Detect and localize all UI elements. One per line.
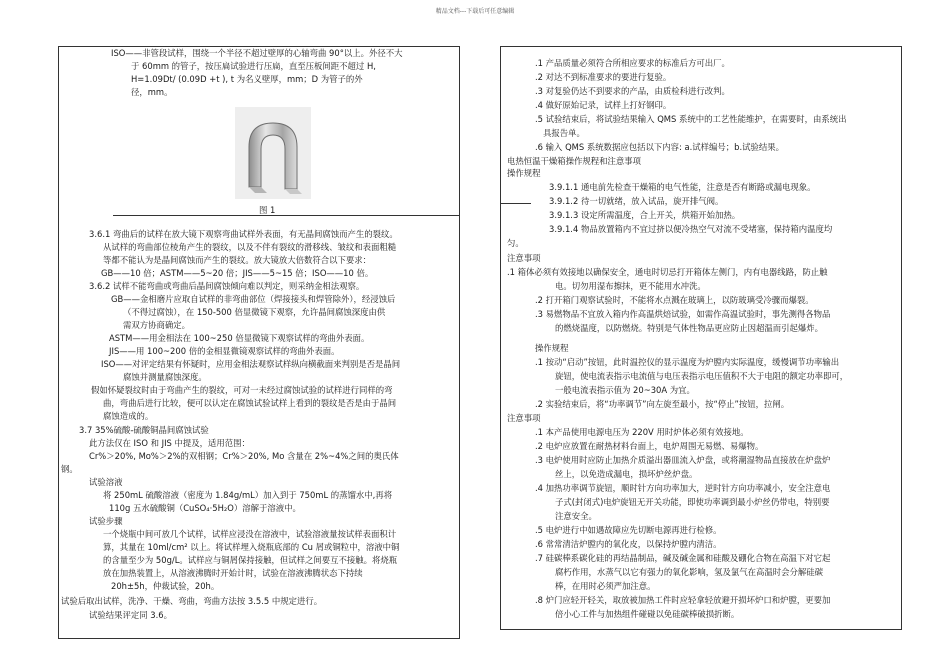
right-text-line: .3 易燃物品不宜放入箱内作高温烘焙试验，如需作高温试验时，事先测得各物品 <box>535 309 831 319</box>
left-text-line: 试验后取出试样，洗净、干燥、弯曲，弯曲方法按 3.5.5 中规定进行。 <box>61 596 323 606</box>
right-text-line: .1 本产品使用电源电压为 220V 用时炉体必须有效接地。 <box>535 427 749 437</box>
left-text-line: 钢。 <box>61 464 78 474</box>
left-text-line: 试验结果评定同 3.6。 <box>89 610 172 620</box>
right-text-line: 的燃烧温度，以防燃烧。特别是气体性物品更应防止因超温而引起爆炸。 <box>555 323 823 333</box>
left-text-line: 假如怀疑裂纹时由于弯曲产生的裂纹，可对一未经过腐蚀试验的试样进行同样的弯 <box>91 385 393 395</box>
left-text-line: 从试样的弯曲部位棱角产生的裂纹，以及不伴有裂纹的滑移线、皱纹和表面粗糙 <box>103 242 397 252</box>
left-text-line: 径，mm。 <box>131 87 173 97</box>
right-text-line: .5 试验结束后，将试验结果输入 QMS 系统中的工艺性能维护，在需要时，由系统出 <box>535 114 847 124</box>
left-text-line: 腐蚀并测量腐蚀深度。 <box>123 372 207 382</box>
horizontal-rule <box>113 215 459 216</box>
left-document-page <box>58 46 460 639</box>
right-text-line: 注意事项 <box>507 253 541 263</box>
right-text-line: .5 电炉进行中如遇故障应先切断电源再进行检修。 <box>535 525 722 535</box>
left-text-line: （不得过腐蚀），在 150-500 倍显微镜下观察，允许晶间腐蚀深度由供 <box>123 307 386 317</box>
left-text-line: 图 1 <box>259 205 276 215</box>
right-text-line: 匀。 <box>507 238 524 248</box>
left-text-line: 3.6.1 弯曲后的试样在放大镜下观察弯曲试样外表面，有无晶间腐蚀而产生的裂纹。 <box>89 229 398 239</box>
left-text-line: 于 60mm 的管子，按压扁试验进行压扁，直至压板间距不超过 H, <box>131 61 376 71</box>
left-text-line: 试验溶液 <box>89 477 123 487</box>
left-text-line: H=1.09Dt/ (0.09D +t ), t 为名义壁厚，mm；D 为管子的外 <box>131 74 363 84</box>
right-text-line: .2 电炉应放置在耐热材料台面上，电炉周围无易燃、易爆物。 <box>535 441 764 451</box>
left-text-line: 3.6.2 试样不能弯曲或弯曲后晶间腐蚀倾向难以判定，则采纳金相法观察。 <box>89 281 365 291</box>
right-text-line: 具报告单。 <box>543 128 585 138</box>
left-text-line: 需双方协商确定。 <box>123 320 190 330</box>
right-text-line: 一般电流表指示值为 20~30A 为宜。 <box>555 385 695 395</box>
left-text-line: 腐蚀造成的。 <box>103 411 154 421</box>
bent-specimen-figure <box>235 107 311 199</box>
right-text-line: .6 常常清洁炉膛内的氧化皮，以保持炉膛内清洁。 <box>535 539 722 549</box>
right-text-line: 腐朽作用，水蒸气以它有强力的氧化影响，氢及氯气在高温时会分解硅碳 <box>555 567 823 577</box>
left-text-line: 算，其量在 10ml/cm² 以上。将试样埋入烧瓶底部的 Cu 屑或铜粒中，溶液中铜 <box>103 542 400 552</box>
right-text-line: 操作规程 <box>535 343 569 353</box>
right-text-line: .3 电炉使用时应防止加热介质溢出器皿流入炉盘，或将潮湿物品直接放在炉盘炉 <box>535 455 831 465</box>
right-text-line: 倍小心工件与加热组件碰碰以免硅碳棒破损折断。 <box>555 609 740 619</box>
right-text-line: .6 输入 QMS 系统数据应包括以下内容: a.试样编号；b.试验结果。 <box>535 142 784 152</box>
left-text-line: 将 250mL 硫酸溶液（密度为 1.84g/mL）加入到于 750mL 的蒸馏水中,再将 <box>103 490 393 500</box>
left-text-line: 20h±5h，仲裁试验，20h。 <box>111 581 220 591</box>
right-text-line: 3.9.1.1 通电前先检查干燥箱的电气性能，注意是否有断路或漏电现象。 <box>549 182 816 192</box>
right-text-line: 注意事项 <box>507 413 541 423</box>
left-text-line: 试验步骤 <box>89 516 123 526</box>
right-text-line: 子式(封闭式)电炉旋钮无开关功能，即使功率调到最小炉丝仍带电，特别要 <box>555 497 830 507</box>
right-text-line: 3.9.1.2 待一切就绪，放入试品，旋开排气阀。 <box>549 196 724 206</box>
right-document-page <box>500 46 902 630</box>
left-text-line: 的含量至少为 50g/L。试样应与铜屑保持接触，但试样之间要互不接触。将烧瓶 <box>103 555 398 565</box>
horizontal-rule <box>501 203 531 204</box>
left-text-line: ISO——非管段试样，围绕一个半径不超过壁厚的心轴弯曲 90°以上。外径不大 <box>111 48 403 58</box>
left-text-line: 一个烧瓶中间可放几个试样，试样应浸没在溶液中，试验溶液量按试样表面积计 <box>103 529 397 539</box>
right-text-line: .2 实验结束后，将“功率调节”向左旋至最小，按“停止”按钮，拉闸。 <box>535 399 790 409</box>
right-text-line: .4 加热功率调节旋钮，顺时针方向功率加大，逆时针方向功率减小，安全注意电 <box>535 483 831 493</box>
page-header-text: 精品文档---下载后可任意编辑 <box>435 8 515 15</box>
left-text-line: GB——金相磨片应取自试样的非弯曲部位（焊接接头和焊管除外），经浸蚀后 <box>111 294 396 304</box>
left-text-line: 等都不能认为是晶间腐蚀而产生的裂纹。放大镜放大倍数符合以下要求： <box>103 255 371 265</box>
right-text-line: 3.9.1.4 物品放置箱内不宜过挤以便冷热空气对流不受堵塞，保持箱内温度均 <box>549 224 833 234</box>
right-text-line: 注意安全。 <box>555 511 597 521</box>
right-text-line: .1 产品质量必须符合所相应要求的标准后方可出厂。 <box>535 58 730 68</box>
right-text-line: 丝上，以免造成漏电，损坏炉丝炉盘。 <box>555 469 698 479</box>
left-text-line: Cr%＞20%, Mo%＞2%的双相钢；Cr%＞20%, Mo 含量在 2%~4%之间的奥氏体 <box>89 451 399 461</box>
left-text-line: 曲，弯曲后进行比较，便可以认定在腐蚀试验试样上看到的裂纹是否是由于晶间 <box>103 398 397 408</box>
left-text-line: 3.7 35%硫酸-硫酸铜晶间腐蚀试验 <box>79 425 209 435</box>
right-text-line: .2 对达不到标准要求的要进行复验。 <box>535 72 672 82</box>
right-text-line: 棒，在用时必须严加注意。 <box>555 581 656 591</box>
left-text-line: ISO——对评定结果有怀疑时，应用金相法观察试样纵向横截面来判别是否是晶间 <box>101 359 401 369</box>
right-text-line: .2 打开箱门观察试验时，不能将水点溅在玻璃上，以防玻璃受冷骤而爆裂。 <box>535 295 814 305</box>
right-text-line: 3.9.1.3 设定所需温度，合上开关，烘箱开始加热。 <box>549 210 741 220</box>
left-text-line: 此方法仅在 ISO 和 JIS 中提及，适用范围： <box>89 438 250 448</box>
right-text-line: .3 对复验仍达不到要求的产品，由质检科进行改判。 <box>535 86 730 96</box>
left-text-line: ASTM——用金相法在 100~250 倍显微镜下观察试样的弯曲外表面。 <box>109 333 370 343</box>
right-text-line: .8 炉门应轻开轻关，取放被加热工件时应轻拿轻放避开损坏炉口和炉膛，更要加 <box>535 595 831 605</box>
right-text-line: .7 硅碳棒系碳化硅的再结晶制品，碱及碱金属和硅酸及硼化合物在高温下对它起 <box>535 553 831 563</box>
left-text-line: GB——10 倍；ASTM——5~20 倍；JIS——5~15 倍；ISO——10 倍。 <box>101 268 374 278</box>
right-text-line: .1 按动“启动”按钮，此时温控仪的显示温度为炉膛内实际温度，缓慢调节功率输出 <box>535 357 840 367</box>
right-text-line: 电。切勿用湿布擦抹，更不能用水冲洗。 <box>555 281 706 291</box>
left-text-line: 放在加热装置上，从溶液沸腾时开始计时，试验在溶液沸腾状态下持续 <box>103 568 363 578</box>
right-text-line: 操作规程 <box>507 168 541 178</box>
right-text-line: .1 箱体必须有效接地以确保安全，通电时切忌打开箱体左侧门，内有电器线路，防止触 <box>507 267 828 277</box>
right-text-line: 旋钮，使电流表指示电流值与电压表指示电压值积不大于电阻的额定功率即可， <box>555 371 849 381</box>
left-text-line: JIS——用 100~200 倍的金相显微镜观察试样的弯曲外表面。 <box>109 346 340 356</box>
left-text-line: 110g 五水硫酸铜（CuSO₄·5H₂O）溶解于溶液中。 <box>109 503 301 513</box>
right-text-line: .4 做好原始记录，试样上打好钢印。 <box>535 100 672 110</box>
right-text-line: 电热恒温干燥箱操作规程和注意事项 <box>507 156 641 166</box>
